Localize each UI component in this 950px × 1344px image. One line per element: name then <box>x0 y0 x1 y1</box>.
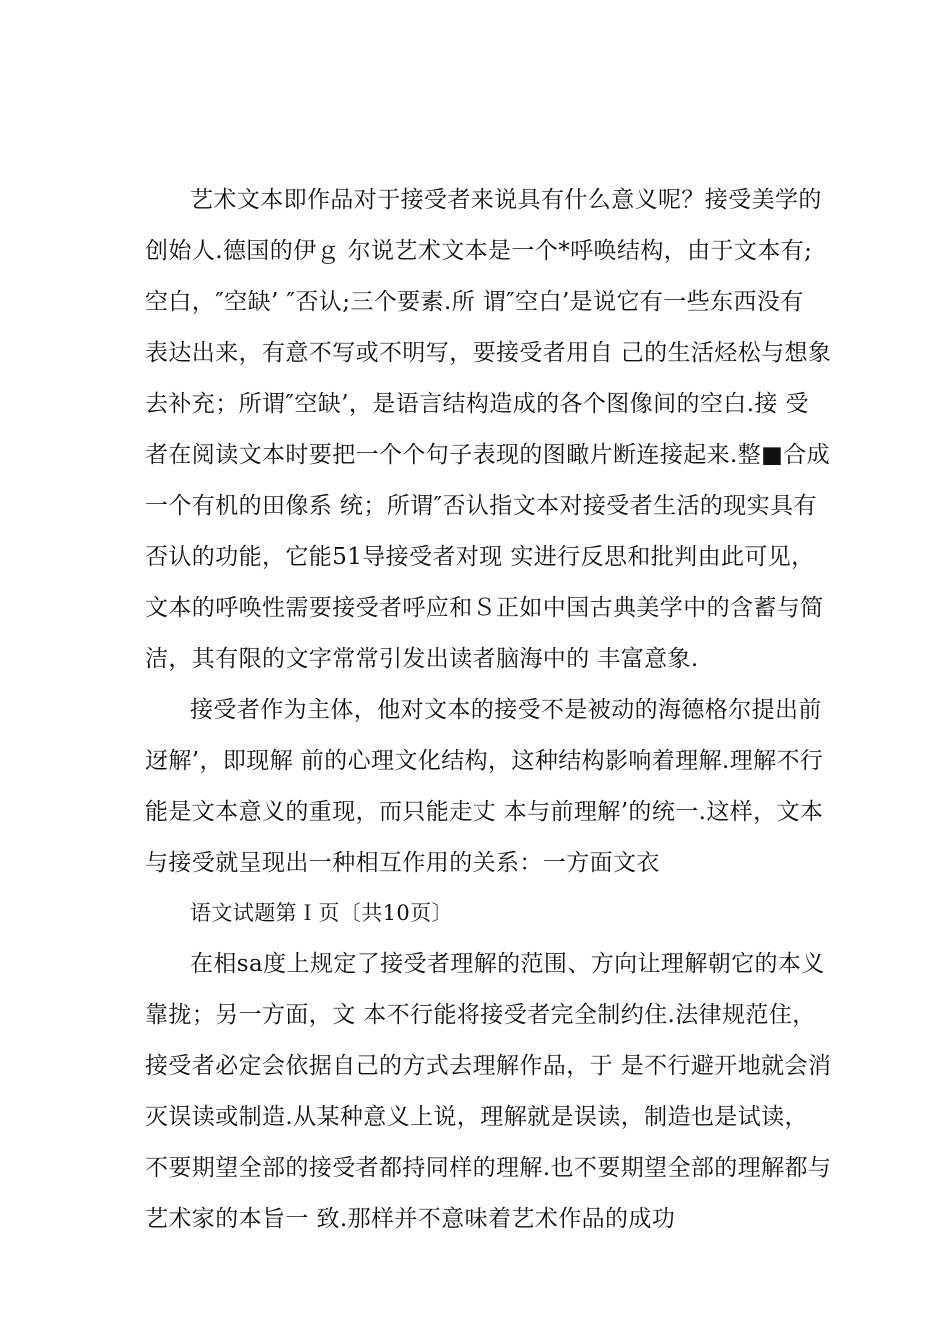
paragraph-1-line: 创始人.德国的伊ｇ 尔说艺术文本是一个*呼唤结构，由于文本有; <box>145 238 813 264</box>
paragraph-1-line: 一个有机的田像系 统；所谓″否认指文本对接受者生活的现实具有 <box>145 493 817 519</box>
paragraph-1-line: 否认的功能，它能51导接受者对现 实进行反思和批判由此可见， <box>145 544 815 570</box>
paragraph-3-line: 艺术家的本旨一 致.那样并不意味着艺术作品的成功 <box>145 1206 676 1232</box>
paragraph-3-line: 在相sa度上规定了接受者理解的范围、方向让理解朝它的本义 <box>190 951 825 977</box>
paragraph-1-line: 者在阅读文本时要把一个个句子表现的图瞰片断连接起来.整■合成 <box>145 442 831 468</box>
paragraph-3-line: 靠拢；另一方面，文 本不行能将接受者完全制约住.法律规范住， <box>145 1002 816 1028</box>
paragraph-3-line: 接受者必定会依据自己的方式去理解作品，于 是不行避开地就会消 <box>145 1053 832 1079</box>
paragraph-2-line: 迓解’，即现解 前的心理文化结构，这种结构影响着理解.理解不行 <box>145 748 824 774</box>
paragraph-1-line: 艺术文本即作品对于接受者来说具有什么意义呢？接受美学的 <box>190 187 822 213</box>
paragraph-1-line: 文本的呼唤性需要接受者呼应和Ｓ正如中国古典美学中的含蓄与简 <box>145 595 824 621</box>
paragraph-1-line: 去补充；所谓″空缺’，是语言结构造成的各个图像间的空白.接 受 <box>145 391 809 417</box>
paragraph-1-line: 表达出来，有意不写或不明写，要接受者用自 己的生活烃松与想象 <box>145 340 832 366</box>
paragraph-1-line: 洁，其有限的文字常常引发出读者脑海中的 丰富意象. <box>145 646 699 672</box>
paragraph-3-line: 灭误读或制造.从某种意义上说，理解就是误读，制造也是试读， <box>145 1104 808 1130</box>
paragraph-2-line: 与接受就呈现出一种相互作用的关系：一方面文衣 <box>145 850 660 876</box>
paragraph-2-line: 能是文本意义的重现，而只能走丈 本与前理解’的统一.这样，文本 <box>145 799 824 825</box>
paragraph-3-line: 不要期望全部的接受者都持同样的理解.也不要期望全部的理解都与 <box>145 1155 832 1181</box>
paragraph-1-line: 空白，″空缺’ ″否认;三个要素.所 谓″空白’是说它有一些东西没有 <box>145 289 804 315</box>
paragraph-2-line: 接受者作为主体，他对文本的接受不是被动的海德格尔提出前 <box>190 697 822 723</box>
page-footer: 语文试题第Ｉ页〔共10页〕 <box>190 901 453 925</box>
